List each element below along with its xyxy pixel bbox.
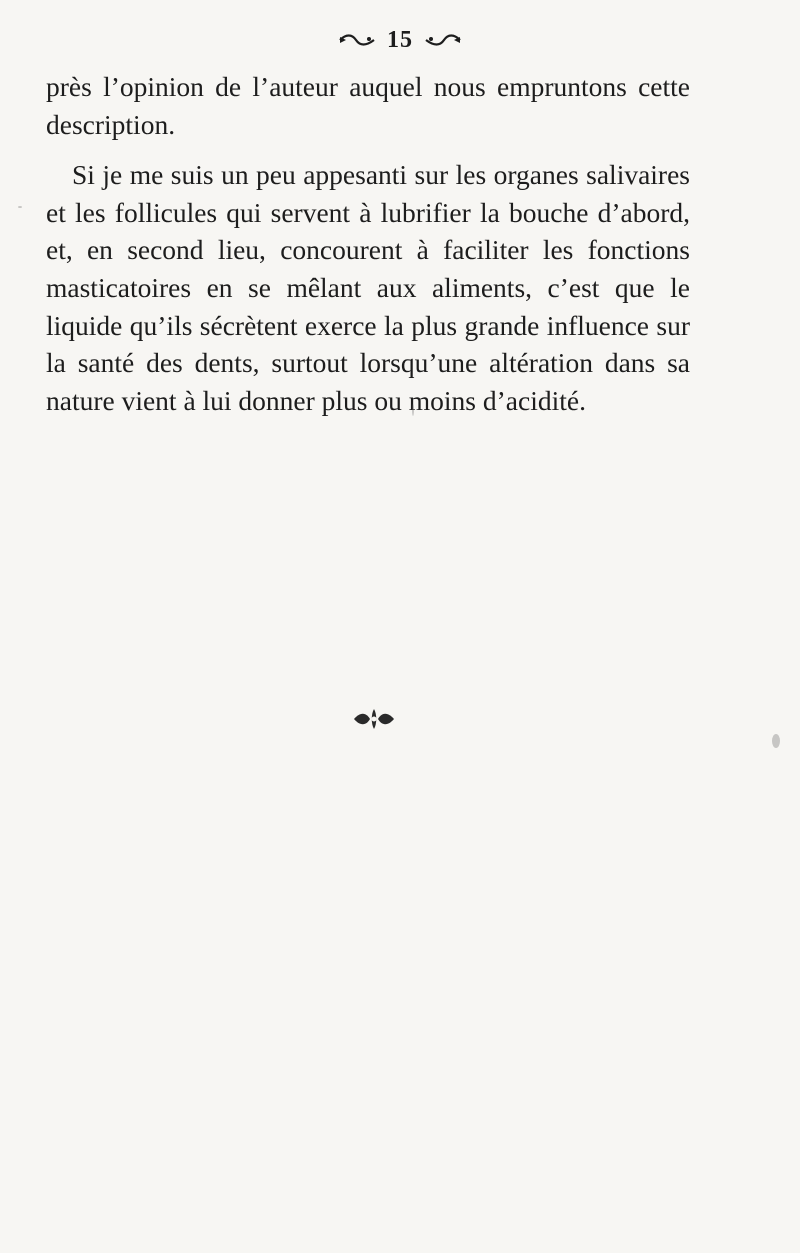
right-scroll-ornament-icon (424, 33, 462, 47)
left-scroll-ornament-icon (338, 33, 376, 47)
paper-speck (772, 734, 780, 748)
paper-speck (412, 404, 414, 416)
paragraph-continuation: près l’opinion de l’auteur auquel nous empruntons cette description. (46, 71, 690, 140)
body-text (46, 68, 690, 419)
page-number: 15 (387, 26, 413, 53)
paragraph-saliva: Si je me suis un peu appesanti sur les organes salivaires et les follicules qui servent à lubrifier la bouche d’abord, et, en second lieu, concourent à faciliter les fonctions masticatoires en se mêlant aux aliments, c’est que le liquide qu’ils sécrètent exerce la plus grande influence sur la santé des dents, surtout lorsqu’une altération dans sa nature vient à lui donner plus ou moins d’acidité. (46, 159, 690, 416)
fleuron-icon (350, 706, 398, 732)
paper-speck (18, 206, 22, 208)
running-header (0, 26, 800, 54)
